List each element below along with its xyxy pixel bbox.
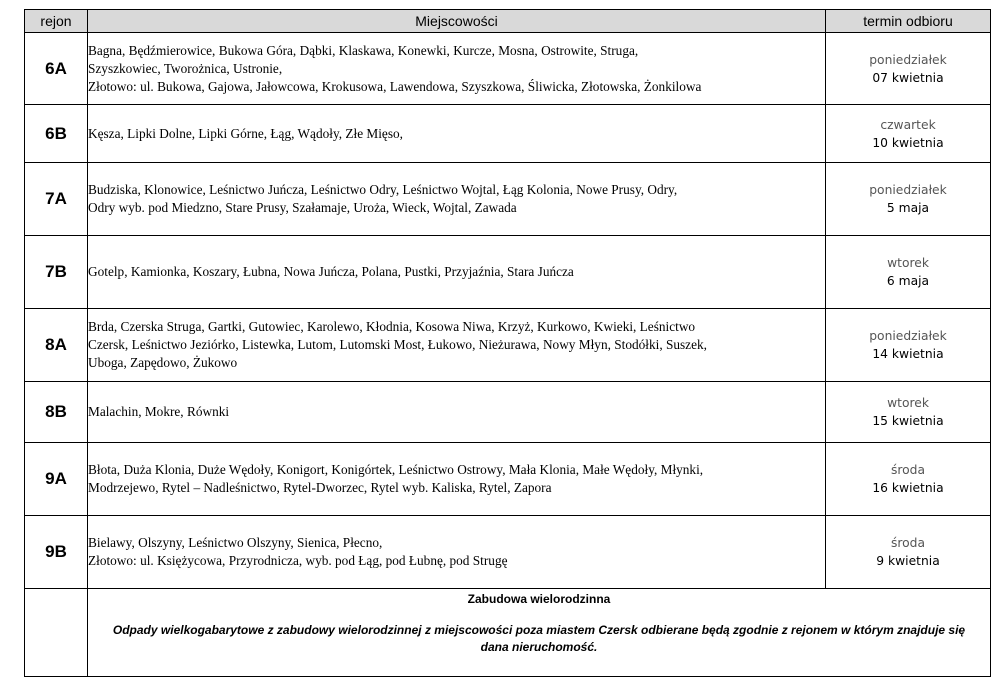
- table-row: [25, 33, 991, 105]
- places-cell: [88, 382, 826, 443]
- term-day: wtorek: [887, 256, 929, 270]
- table-row: [25, 163, 991, 236]
- term-date: 9 kwietnia: [876, 554, 940, 568]
- places-cell: [88, 443, 826, 516]
- note-cell: [88, 589, 991, 677]
- term-day: wtorek: [887, 396, 929, 410]
- note-row: [25, 589, 991, 677]
- places-line: Szyszkowiec, Tworożnica, Ustronie,: [88, 60, 283, 76]
- places-line: Bagna, Będźmierowice, Bukowa Góra, Dąbki, Klaskawa, Konewki, Kurcze, Mosna, Ostrowite, Struga,: [88, 42, 639, 58]
- places-cell: [88, 516, 826, 589]
- term-cell: [826, 309, 991, 382]
- term-cell: [826, 443, 991, 516]
- term-date: 15 kwietnia: [872, 414, 944, 428]
- term-day: czwartek: [880, 117, 936, 132]
- places-cell: [88, 105, 826, 163]
- rejon-cell: 6B: [25, 105, 88, 163]
- term-date: 5 maja: [886, 201, 930, 215]
- places-line: Bielawy, Olszyny, Leśnictwo Olszyny, Sienica, Płecno,: [88, 535, 383, 550]
- table-row: [25, 309, 991, 382]
- places-line: Błota, Duża Klonia, Duże Wędoły, Konigort, Konigórtek, Leśnictwo Ostrowy, Mała Klonia, Małe Wędoły, Młynki,: [88, 462, 704, 477]
- term-cell: [826, 382, 991, 443]
- rejon-cell: 8B: [25, 382, 88, 443]
- rejon-cell: 6A: [25, 33, 88, 105]
- term-date: 07 kwietnia: [872, 70, 944, 85]
- rejon-cell: 8A: [25, 309, 88, 382]
- term-cell: [826, 236, 991, 309]
- places-line: Złotowo: ul. Księżycowa, Przyrodnicza, wyb. pod Łąg, pod Łubnę, pod Strugę: [88, 553, 508, 568]
- rejon-cell: 9B: [25, 516, 88, 589]
- term-date: 10 kwietnia: [872, 135, 944, 150]
- term-date: 14 kwietnia: [872, 347, 944, 361]
- places-line: Gotelp, Kamionka, Koszary, Łubna, Nowa Juńcza, Polana, Pustki, Przyjaźnia, Stara Juńcza: [88, 264, 574, 279]
- header-places: Miejscowości: [88, 10, 826, 33]
- places-line: Brda, Czerska Struga, Gartki, Gutowiec, Karolewo, Kłodnia, Kosowa Niwa, Krzyż, Kurkowo, Kwieki, Leśnictwo: [88, 319, 696, 334]
- places-line: Kęsza, Lipki Dolne, Lipki Górne, Łąg, Wądoły, Złe Mięso,: [88, 125, 403, 141]
- places-line: Uboga, Zapędowo, Żukowo: [88, 355, 238, 370]
- places-line: Złotowo: ul. Bukowa, Gajowa, Jałowcowa, Krokusowa, Lawendowa, Szyszkowa, Śliwicka, Złotowska, Żonkilowa: [88, 78, 702, 94]
- term-cell: [826, 163, 991, 236]
- term-cell: [826, 516, 991, 589]
- places-line: Odry wyb. pod Miedzno, Stare Prusy, Szałamaje, Uroża, Wieck, Wojtal, Zawada: [88, 200, 517, 215]
- note-empty-cell: [25, 589, 88, 677]
- header-term: termin odbioru: [826, 10, 991, 33]
- term-cell: [826, 105, 991, 163]
- places-line: Budziska, Klonowice, Leśnictwo Juńcza, Leśnictwo Odry, Leśnictwo Wojtal, Łąg Kolonia, Nowe Prusy, Odry,: [88, 182, 678, 197]
- table-row: [25, 382, 991, 443]
- term-day: środa: [890, 536, 926, 550]
- table-row: [25, 443, 991, 516]
- rejon-cell: 7A: [25, 163, 88, 236]
- term-cell: [826, 33, 991, 105]
- term-day: środa: [890, 463, 926, 477]
- term-day: poniedziałek: [869, 329, 947, 343]
- term-day: poniedziałek: [869, 52, 947, 67]
- places-cell: [88, 309, 826, 382]
- rejon-cell: 9A: [25, 443, 88, 516]
- places-line: Modrzejewo, Rytel – Nadleśnictwo, Rytel-Dworzec, Rytel wyb. Kaliska, Rytel, Zapora: [88, 480, 552, 495]
- places-cell: [88, 236, 826, 309]
- places-line: Malachin, Mokre, Równki: [88, 404, 230, 419]
- note-title: Zabudowa wielorodzinna: [467, 592, 611, 606]
- table-row: [25, 236, 991, 309]
- rejon-cell: 7B: [25, 236, 88, 309]
- header-rejon: rejon: [25, 10, 88, 33]
- table-row: [25, 516, 991, 589]
- schedule-table: [24, 9, 991, 677]
- term-date: 6 maja: [886, 274, 930, 288]
- term-day: poniedziałek: [869, 183, 947, 197]
- term-date: 16 kwietnia: [872, 481, 944, 495]
- places-line: Czersk, Leśnictwo Jeziórko, Listewka, Lutom, Lutomski Most, Łukowo, Nieżurawa, Nowy Młyn, Stodółki, Suszek,: [88, 337, 707, 352]
- note-text: Odpady wielkogabarytowe z zabudowy wielorodzinnej z miejscowości poza miastem Czersk odbierane będą zgodnie z rejonem w którym znajduje się dana nieruchomość.: [112, 623, 966, 654]
- places-cell: [88, 163, 826, 236]
- table-row: [25, 105, 991, 163]
- places-cell: [88, 33, 826, 105]
- header-row: [25, 10, 991, 33]
